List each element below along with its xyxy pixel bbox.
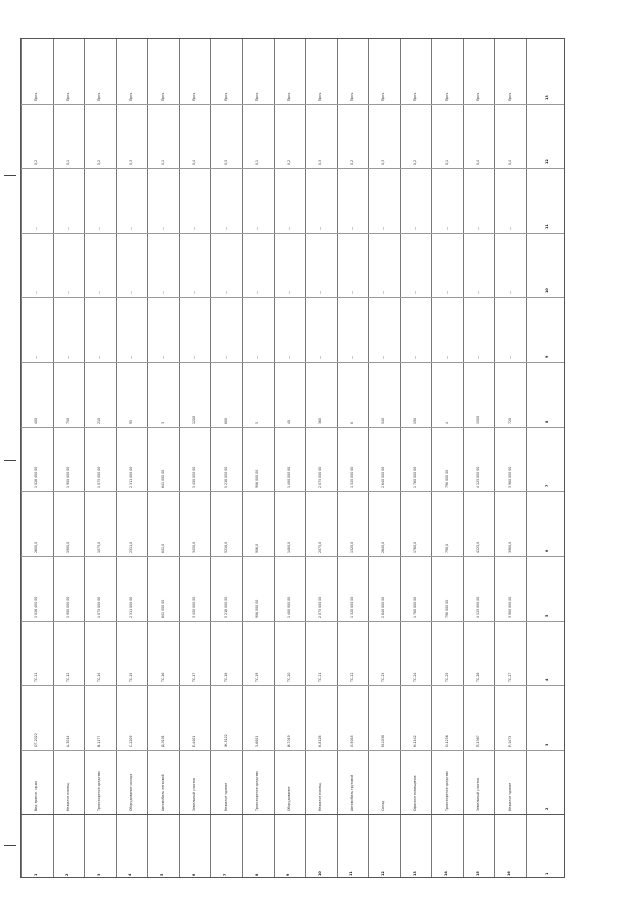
row-number: 8 [254,873,259,876]
table-cell: 1 900 000 00 [65,467,70,489]
column-number: 13 [545,94,549,100]
table-cell: 0,2 [413,160,418,166]
table-cell: 1 760 000 00 [413,467,418,489]
table-cell: — [192,355,197,360]
row-separator [400,39,401,877]
table-cell: — [128,226,133,230]
row-separator [116,39,117,877]
table-cell: Е-4401 [192,735,197,747]
table-cell: 2 075 000 00 [318,596,323,618]
table-cell: З-6001 [255,735,260,747]
table-cell: 2600,0 [34,541,39,553]
table-cell: 4 125 000 00 [476,467,481,489]
table-cell: — [223,355,228,360]
table-cell: ТС-17 [192,672,197,683]
table-cell: 0,3 [381,160,386,166]
table-cell: Нежилое здание [223,783,228,812]
table-cell: — [413,355,418,360]
table-cell: 8 [349,421,354,424]
table-cell: Проч. [97,91,102,101]
table-cell: 5218,0 [223,541,228,553]
column-number: 12 [545,159,549,165]
row-number: 4 [128,873,133,876]
table-cell: 40 [286,419,291,424]
table-cell: О-1256 [444,734,449,747]
table-cell: П-1367 [476,735,481,747]
table-cell: ТС-15 [128,672,133,683]
table-cell: 906 000 00 [255,599,260,618]
table-cell: — [507,291,512,295]
table-cell: 1 026 400 00 [34,467,39,489]
table-cell: — [97,226,102,230]
table-cell: — [318,291,323,295]
table-cell: Проч. [318,91,323,101]
row-number: 16 [507,871,512,876]
table-cell: 3980,0 [507,541,512,553]
table-cell: — [160,291,165,295]
table-cell: 360 [318,417,323,424]
table-cell: 3450,0 [192,541,197,553]
margin-mark [4,845,16,846]
table-cell: 1760,0 [413,541,418,553]
row-separator [210,39,211,877]
table-cell: 1320,0 [349,541,354,553]
column-number: 1 [545,872,549,875]
row-separator [242,39,243,877]
table-cell: 0,4 [476,160,481,166]
table-cell: 1 075 000 00 [97,596,102,618]
column-number: 4 [545,678,549,682]
column-separator [21,750,564,751]
table-cell: — [34,355,39,360]
table-cell: — [34,291,39,295]
table-cell: Оборудование склада [128,774,133,812]
table-cell: Проч. [349,91,354,101]
table-cell: — [223,226,228,230]
table-cell: Проч. [160,91,165,101]
margin-mark [4,460,16,461]
margin-mark [4,175,16,176]
table-cell: 5 [255,421,260,424]
column-separator [21,427,564,428]
column-number: 2 [545,808,549,811]
table-cell: Нежилое здание [507,783,512,812]
table-cell: 0,1 [255,160,260,166]
row-separator [84,39,85,877]
table-cell: Проч. [65,91,70,101]
table-cell: 1 075 000 00 [97,467,102,489]
row-separator [179,39,180,877]
table-cell: 210 [97,417,102,424]
table-cell: 0,5 [223,160,228,166]
header-separator [526,39,527,877]
table-cell: — [476,226,481,230]
table-cell: Проч. [255,91,260,101]
table-cell: 0,4 [192,160,197,166]
row-number: 10 [317,871,322,876]
table-cell: 2 640 000 00 [381,596,386,618]
column-number: 11 [545,224,549,229]
table-cell: ТС-20 [286,672,291,683]
table-cell: — [444,355,449,360]
table-cell: В-1177 [97,735,102,747]
table-cell: — [381,355,386,360]
table-cell: 1 760 000 00 [413,596,418,618]
table-cell: 190 [413,417,418,424]
table-cell: 0,1 [160,160,165,166]
table-cell: ТС-26 [476,672,481,683]
row-separator [337,39,338,877]
table-cell: — [160,226,165,230]
table-cell: — [255,226,260,230]
table-cell: 3 [160,421,165,424]
table-cell: ТС-14 [97,672,102,683]
table-cell: Проч. [476,91,481,101]
table-cell: А-3014 [65,735,70,747]
table-cell: 0,2 [349,160,354,166]
table-cell: 2311,0 [128,541,133,553]
row-number: 11 [349,871,354,876]
table-cell: 4125,0 [476,541,481,553]
table-cell: — [65,226,70,230]
column-separator [21,621,564,622]
table-cell: — [255,291,260,295]
table-cell: 0,2 [34,160,39,166]
table-cell: — [507,355,512,360]
column-separator [21,814,564,815]
table-cell: 2 640 000 00 [381,467,386,489]
table-cell: 1 026 400 00 [34,596,39,618]
table-cell: 1 320 000 00 [349,596,354,618]
table-cell: Проч. [507,91,512,101]
table-cell: Проч. [223,91,228,101]
table-cell: 3 450 000 00 [192,467,197,489]
table-cell: — [444,226,449,230]
column-separator [21,297,564,298]
table-cell: 906 000 00 [255,470,260,489]
row-separator [274,39,275,877]
table-cell: 2075,0 [318,541,323,553]
column-separator [21,491,564,492]
table-cell: Проч. [192,91,197,101]
table-cell: Проч. [128,91,133,101]
table-cell: 0,1 [65,160,70,166]
column-number: 5 [545,614,549,617]
table-cell: Вид трансп. ср-ва [34,781,39,812]
table-cell: ТС-25 [444,672,449,683]
table-cell: — [255,355,260,360]
column-number: 7 [545,484,549,488]
column-number: 6 [545,549,549,552]
row-separator [53,39,54,877]
table-cell: 798 000 00 [444,599,449,618]
table-cell: ТС-11 [34,672,39,683]
row-separator [463,39,464,877]
table-cell: 1500 [476,415,481,424]
table-cell: 2 075 000 00 [318,467,323,489]
row-separator [368,39,369,877]
row-number: 12 [380,871,385,876]
table-cell: 5 218 000 00 [223,467,228,489]
table-cell: 0,3 [128,160,133,166]
table-cell: 0,2 [286,160,291,166]
table-cell: Автомобиль грузовой [349,775,354,812]
table-cell: Р-1473 [507,735,512,747]
table-cell: — [97,355,102,360]
table-cell: 906,0 [255,543,260,553]
table-cell: ТС-27 [507,672,512,683]
table-cell: Транспортное средство [97,771,102,812]
table-cell: — [476,355,481,360]
table-cell: 400 [34,417,39,424]
table-cell: 3 450 000 00 [192,596,197,618]
table-cell: 1900,0 [65,541,70,553]
table-cell: Проч. [34,91,39,101]
table-cell: 880 [223,417,228,424]
table-cell: Проч. [381,91,386,101]
row-number: 14 [444,871,449,876]
table-cell: 798,0 [444,543,449,553]
table-cell: 641 000 00 [160,599,165,618]
table-cell: 2640,0 [381,541,386,553]
table-cell: — [476,291,481,295]
table-cell: Ж-5122 [223,734,228,747]
table-cell: — [413,226,418,230]
column-separator [21,685,564,686]
table-cell: — [34,226,39,230]
table-cell: ТС-23 [381,672,386,683]
table-cell: 2 311 000 00 [128,596,133,618]
table-cell: — [286,291,291,295]
table-cell: — [286,226,291,230]
column-number: 8 [545,420,549,423]
table-cell: М-1038 [381,734,386,747]
table-cell: — [318,355,323,360]
table-cell: ТС-18 [223,672,228,683]
table-cell: — [381,226,386,230]
table-cell: 1480,0 [286,541,291,553]
table-cell: 641,0 [160,543,165,553]
table-cell: 0,2 [97,160,102,166]
table-cell: Д-3101 [160,735,165,747]
table-cell: — [192,226,197,230]
column-separator [21,362,564,363]
row-number: 7 [223,873,228,876]
table-cell: — [65,291,70,295]
table-cell: — [349,291,354,295]
table-cell: — [349,226,354,230]
table-cell: — [318,226,323,230]
row-separator [21,39,22,877]
table-cell: Н-1142 [413,735,418,747]
table-cell: Склад [381,801,386,812]
table-cell: — [286,355,291,360]
row-number: 5 [160,873,165,876]
table-cell: 641 000 00 [160,470,165,489]
table-cell: И-7019 [286,735,291,747]
table-cell: Автомобиль легковой [160,774,165,812]
table-cell: 798 000 00 [444,470,449,489]
table-cell: ОТ-2022 [34,733,39,747]
table-cell: 5 218 000 00 [223,596,228,618]
row-number: 6 [191,873,196,876]
table-cell: Офисное помещение [413,775,418,812]
row-separator [147,39,148,877]
row-separator [494,39,495,877]
table-cell: Транспортное средство [444,771,449,812]
row-separator [431,39,432,877]
table-cell: 3 980 000 00 [507,596,512,618]
table-cell: ТС-19 [255,672,260,683]
table-cell: ТС-12 [65,672,70,683]
table-cell: 1 480 000 00 [286,596,291,618]
row-number: 13 [412,871,417,876]
table-cell: 4 125 000 00 [476,596,481,618]
table-cell: 0,4 [507,160,512,166]
table-cell: Земельный участок [192,778,197,812]
column-separator [21,233,564,234]
rotated-data-table [20,38,565,878]
column-separator [21,168,564,169]
column-separator [21,556,564,557]
table-cell: — [128,291,133,295]
table-cell: 1 480 000 00 [286,467,291,489]
column-separator [21,104,564,105]
table-cell: 4 [444,421,449,424]
table-cell: — [223,291,228,295]
row-number: 1 [33,873,38,876]
table-cell: Земельный участок [476,778,481,812]
column-number: 3 [545,743,549,746]
table-cell: — [160,355,165,360]
table-cell: К-8126 [318,735,323,747]
table-cell: Проч. [444,91,449,101]
table-cell: — [381,291,386,295]
table-cell: Проч. [286,91,291,101]
table-cell: 540 [381,417,386,424]
table-cell: 95 [128,419,133,424]
table-cell: 720 [507,417,512,424]
row-number: 9 [286,873,291,876]
row-number: 3 [96,873,101,876]
row-number: 15 [475,871,480,876]
table-cell: — [349,355,354,360]
table-cell: ТС-21 [318,672,323,683]
table-cell: — [192,291,197,295]
table-cell: ТС-16 [160,672,165,683]
table-cell: — [444,291,449,295]
table-cell: 1 900 000 00 [65,596,70,618]
table-cell: 1075,0 [97,541,102,553]
table-cell: 0,3 [318,160,323,166]
table-cell: Транспортное средство [255,771,260,812]
table-cell: — [507,226,512,230]
column-number: 9 [545,355,549,359]
table-cell: ТС-24 [413,672,418,683]
table-cell: 2 311 000 00 [128,467,133,489]
column-number: 10 [545,288,549,294]
table-cell: С-2209 [128,735,133,747]
table-cell: ТС-22 [349,672,354,683]
table-cell: 1 320 000 00 [349,467,354,489]
table-cell: Проч. [413,91,418,101]
table-cell: — [65,355,70,360]
table-cell: Нежилое помещ. [318,782,323,812]
table-cell: 750 [65,417,70,424]
table-cell: — [413,291,418,295]
table-cell: Оборудование [286,786,291,812]
table-cell: — [97,291,102,295]
row-number: 2 [65,873,70,876]
table-cell: — [128,355,133,360]
table-cell: 3 980 000 00 [507,467,512,489]
table-cell: Л-9045 [349,735,354,747]
table-cell: 0,1 [444,160,449,166]
row-separator [305,39,306,877]
table-cell: Нежилое помещ. [65,782,70,812]
table-cell: 1200 [192,415,197,424]
